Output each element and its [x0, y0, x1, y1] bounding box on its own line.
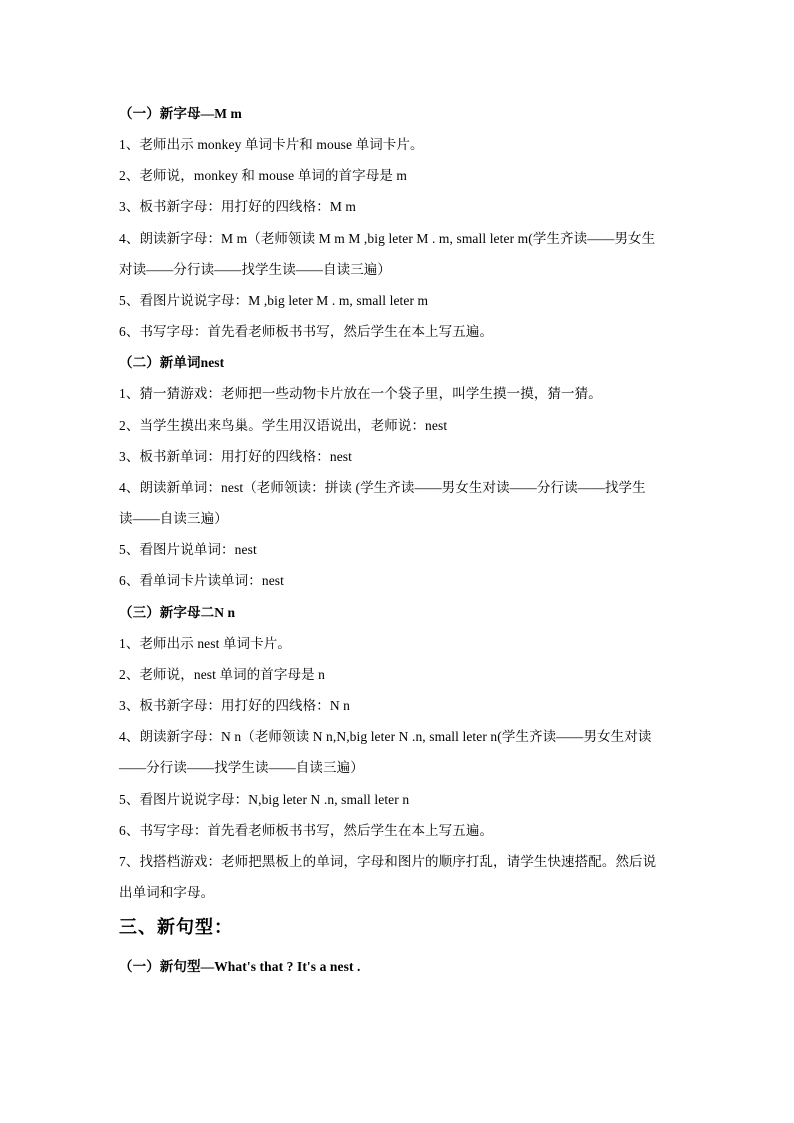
paragraph-line: 1、猜一猜游戏：老师把一些动物卡片放在一个袋子里，叫学生摸一摸，猜一猜。 [119, 386, 602, 401]
paragraph-line: 7、找搭档游戏：老师把黑板上的单词，字母和图片的顺序打乱，请学生快速搭配。然后说 [119, 854, 657, 869]
paragraph-line: ——分行读——找学生读——自读三遍） [119, 760, 364, 775]
paragraph-line: 6、书写字母：首先看老师板书书写，然后学生在本上写五遍。 [119, 823, 494, 838]
paragraph-line: 1、老师出示 nest 单词卡片。 [119, 636, 291, 651]
section-heading-letter-n: （三）新字母二N n [119, 605, 236, 620]
paragraph-line: 5、看图片说说字母：M ,big leter M . m, small leter m [119, 293, 429, 308]
paragraph-line: 对读——分行读——找学生读——自读三遍） [119, 262, 391, 277]
paragraph-line: 2、当学生摸出来鸟巢。学生用汉语说出，老师说：nest [119, 418, 448, 433]
paragraph-line: 出单词和字母。 [119, 885, 215, 900]
paragraph-line: 5、看图片说说字母：N,big leter N .n, small leter n [119, 792, 410, 807]
section-heading-sentence: （一）新句型—What's that ? It's a nest . [119, 959, 361, 974]
paragraph-line: 3、板书新字母：用打好的四线格：N n [119, 698, 351, 713]
chapter-heading-new-sentence: 三、新句型： [119, 917, 233, 937]
paragraph-line: 4、朗读新字母：N n（老师领读 N n,N,big leter N .n, small leter n(学生齐读——男女生对读 [119, 729, 652, 744]
section-heading-word-nest: （二）新单词nest [119, 355, 225, 370]
paragraph-line: 读——自读三遍） [119, 511, 228, 526]
paragraph-line: 1、老师出示 monkey 单词卡片和 mouse 单词卡片。 [119, 137, 424, 152]
paragraph-line: 4、朗读新单词：nest（老师领读：拼读 (学生齐读——男女生对读——分行读——找学生 [119, 480, 646, 495]
paragraph-line: 2、老师说，monkey 和 mouse 单词的首字母是 m [119, 168, 407, 183]
paragraph-line: 6、书写字母：首先看老师板书书写，然后学生在本上写五遍。 [119, 324, 494, 339]
paragraph-line: 4、朗读新字母：M m（老师领读 M m M ,big leter M . m, small leter m(学生齐读——男女生 [119, 231, 656, 246]
paragraph-line: 3、板书新字母：用打好的四线格：M m [119, 199, 357, 214]
paragraph-line: 5、看图片说单词：nest [119, 542, 257, 557]
paragraph-line: 3、板书新单词：用打好的四线格：nest [119, 449, 352, 464]
section-heading-letter-m: （一）新字母—M m [119, 106, 242, 121]
paragraph-line: 6、看单词卡片读单词：nest [119, 573, 284, 588]
paragraph-line: 2、老师说，nest 单词的首字母是 n [119, 667, 325, 682]
